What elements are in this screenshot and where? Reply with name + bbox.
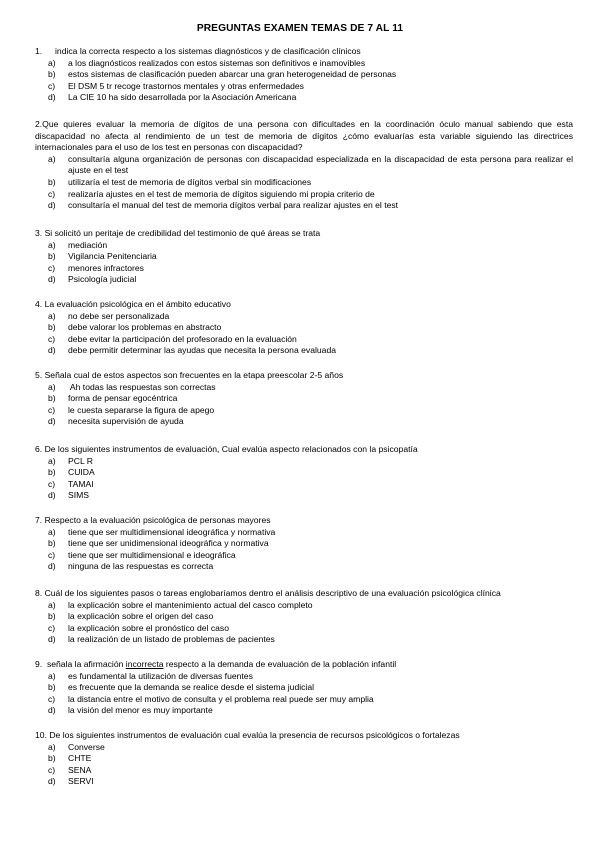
option-letter: b) — [48, 753, 56, 764]
option-letter: b) — [48, 251, 56, 262]
question-5 — [35, 370, 573, 428]
option-b — [35, 322, 573, 334]
option-letter: a) — [48, 57, 56, 68]
options-list — [35, 671, 573, 717]
option-text: es frecuente que la demanda se realice desde el sistema judicial — [68, 682, 315, 693]
option-c — [35, 405, 573, 417]
option-text: tiene que ser multidimensional ideográfica y normativa — [68, 526, 276, 537]
options-list — [35, 58, 573, 104]
option-text: consultaría alguna organización de personas con discapacidad especializada en la discapacidad de esta persona para realizar el ajuste en el test — [68, 153, 573, 176]
question-number: 8. — [35, 588, 43, 598]
option-b — [35, 538, 573, 550]
option-letter: a) — [48, 310, 56, 321]
question-body-start: señala la afirmación — [46, 659, 124, 669]
option-letter: d) — [48, 634, 56, 645]
option-letter: b) — [48, 69, 56, 80]
question-text — [35, 299, 573, 311]
question-4 — [35, 299, 573, 357]
question-text — [35, 515, 573, 527]
option-letter: d) — [48, 92, 56, 103]
options-list — [35, 240, 573, 286]
question-text — [35, 119, 573, 154]
option-a — [35, 600, 573, 612]
question-3 — [35, 228, 573, 286]
option-letter: a) — [48, 741, 56, 752]
option-a — [35, 311, 573, 323]
option-text: Converse — [68, 741, 105, 752]
option-letter: c) — [48, 478, 56, 489]
option-c — [35, 550, 573, 562]
question-body-end: respecto a la demanda de evaluación de la población infantil — [165, 659, 397, 669]
option-c — [35, 694, 573, 706]
option-c — [35, 334, 573, 346]
option-letter: c) — [48, 764, 56, 775]
option-letter: d) — [48, 776, 56, 787]
question-number: 9. — [35, 659, 43, 669]
option-text: utilizaría el test de memoria de dígitos verbal sin modificaciones — [68, 176, 312, 187]
option-b — [35, 393, 573, 405]
question-body: Que quieres evaluar la memoria de dígitos de una persona con dificultades en la coordinación óculo manual sabiendo que esta discapacidad no afecta al rendimiento de un test de memoria de dígitos ¿cómo evaluarías esta variable siguiendo las directrices internacionales para el uso de los test en personas con discapacidad? — [35, 119, 573, 153]
option-text: mediación — [68, 239, 108, 250]
option-d — [35, 634, 573, 646]
option-letter: b) — [48, 611, 56, 622]
question-number: 4. — [35, 299, 43, 309]
option-letter: d) — [48, 561, 56, 572]
question-9 — [35, 659, 573, 717]
option-letter: a) — [48, 153, 56, 164]
question-number: 1. — [35, 46, 43, 56]
option-b — [35, 753, 573, 765]
question-2 — [35, 119, 573, 212]
question-number: 10. — [35, 730, 47, 740]
option-d — [35, 92, 573, 104]
option-c — [35, 623, 573, 635]
option-text: Vigilancia Penitenciaria — [68, 251, 157, 262]
option-text: le cuesta separarse la figura de apego — [68, 404, 215, 415]
option-text: tiene que ser unidimensional ideográfica y normativa — [68, 538, 269, 549]
question-text — [35, 588, 573, 600]
option-letter: b) — [48, 682, 56, 693]
question-text — [35, 730, 573, 742]
option-letter: d) — [48, 274, 56, 285]
option-d — [35, 490, 573, 502]
question-number: 6. — [35, 444, 43, 454]
question-8 — [35, 588, 573, 646]
question-body: Señala cual de estos aspectos son frecuentes en la etapa preescolar 2-5 años — [44, 370, 344, 380]
question-text — [35, 370, 573, 382]
option-letter: c) — [48, 622, 56, 633]
options-list — [35, 527, 573, 573]
option-text: debe evitar la participación del profesorado en la evaluación — [68, 333, 297, 344]
question-number: 7. — [35, 515, 43, 525]
option-text: CUIDA — [68, 467, 95, 478]
option-letter: b) — [48, 467, 56, 478]
option-letter: a) — [48, 670, 56, 681]
question-1 — [35, 46, 573, 104]
option-a — [35, 382, 573, 394]
option-text: la explicación sobre el origen del caso — [68, 611, 214, 622]
question-body: La evaluación psicológica en el ámbito educativo — [44, 299, 231, 309]
option-text: necesita supervisión de ayuda — [68, 416, 184, 427]
option-text: debe valorar los problemas en abstracto — [68, 322, 222, 333]
option-c — [35, 263, 573, 275]
option-text: SIMS — [68, 490, 90, 501]
option-letter: b) — [48, 322, 56, 333]
question-body: indica la correcta respecto a los sistemas diagnósticos y de clasificación clínicos — [55, 46, 361, 56]
question-text — [35, 46, 573, 58]
question-text — [35, 444, 573, 456]
option-text: la visión del menor es muy importante — [68, 705, 213, 716]
option-letter: a) — [48, 455, 56, 466]
option-d — [35, 561, 573, 573]
option-a — [35, 671, 573, 683]
option-letter: c) — [48, 80, 56, 91]
option-a — [35, 154, 573, 177]
option-letter: d) — [48, 705, 56, 716]
page-title: PREGUNTAS EXAMEN TEMAS DE 7 AL 11 — [196, 23, 404, 34]
option-d — [35, 345, 573, 357]
option-text: Psicología judicial — [68, 274, 137, 285]
options-list — [35, 382, 573, 428]
option-letter: d) — [48, 200, 56, 211]
option-letter: c) — [48, 188, 56, 199]
question-text — [35, 659, 573, 671]
option-text: forma de pensar egocéntrica — [68, 393, 178, 404]
option-c — [35, 189, 573, 201]
question-body: Respecto a la evaluación psicológica de personas mayores — [44, 515, 271, 525]
option-text: estos sistemas de clasificación pueden abarcar una gran heterogeneidad de personas — [68, 69, 397, 80]
option-text: CHTE — [68, 753, 92, 764]
option-d — [35, 776, 573, 788]
option-text: tiene que ser multidimensional e ideográfica — [68, 549, 236, 560]
option-letter: a) — [48, 599, 56, 610]
question-text — [35, 228, 573, 240]
question-body: Si solicitó un peritaje de credibilidad del testimonio de qué áreas se trata — [44, 228, 321, 238]
option-b — [35, 467, 573, 479]
option-b — [35, 69, 573, 81]
option-text: a los diagnósticos realizados con estos sistemas son definitivos e inamovibles — [68, 57, 366, 68]
option-letter: d) — [48, 345, 56, 356]
option-text: realizaría ajustes en el test de memoria de dígitos siguiendo mi propia criterio de — [68, 188, 375, 199]
option-text: TAMAI — [68, 478, 94, 489]
option-text: La CIE 10 ha sido desarrollada por la Asociación Americana — [68, 92, 297, 103]
option-text: PCL R — [68, 455, 93, 466]
option-text: no debe ser personalizada — [68, 310, 170, 321]
question-10 — [35, 730, 573, 788]
options-list — [35, 456, 573, 502]
option-c — [35, 765, 573, 777]
question-number: 5. — [35, 370, 43, 380]
options-list — [35, 600, 573, 646]
question-7 — [35, 515, 573, 573]
option-b — [35, 251, 573, 263]
option-b — [35, 177, 573, 189]
option-c — [35, 479, 573, 491]
option-text: la distancia entre el motivo de consulta y el problema real puede ser muy amplia — [68, 693, 374, 704]
option-d — [35, 705, 573, 717]
option-text: es fundamental la utilización de diversas fuentes — [68, 670, 253, 681]
option-text: SENA — [68, 764, 92, 775]
option-b — [35, 611, 573, 623]
option-letter: b) — [48, 538, 56, 549]
option-a — [35, 742, 573, 754]
options-list — [35, 742, 573, 788]
option-b — [35, 682, 573, 694]
option-text: El DSM 5 tr recoge trastornos mentales y otras enfermedades — [68, 80, 304, 91]
option-c — [35, 81, 573, 93]
question-number: 3. — [35, 228, 43, 238]
option-letter: b) — [48, 393, 56, 404]
options-list — [35, 154, 573, 212]
option-d — [35, 416, 573, 428]
option-letter: d) — [48, 416, 56, 427]
underlined-keyword: incorrecta — [125, 659, 164, 669]
option-text: la explicación sobre el mantenimiento actual del casco completo — [68, 599, 313, 610]
option-d — [35, 274, 573, 286]
option-text: Ah todas las respuestas son correctas — [68, 381, 216, 392]
options-list — [35, 311, 573, 357]
question-body: Cuál de los siguientes pasos o tareas englobaríamos dentro el análisis descriptivo de una evaluación psicológica clínica — [44, 588, 501, 598]
option-a — [35, 240, 573, 252]
option-text: menores infractores — [68, 262, 144, 273]
option-letter: c) — [48, 404, 56, 415]
option-text: la explicación sobre el pronóstico del caso — [68, 622, 229, 633]
option-text: debe permitir determinar las ayudas que necesita la persona evaluada — [68, 345, 337, 356]
option-letter: c) — [48, 333, 56, 344]
option-letter: b) — [48, 176, 56, 187]
option-d — [35, 200, 573, 212]
question-body: De los siguientes instrumentos de evaluación cual evalúa la presencia de recursos psicológicos o fortalezas — [49, 730, 460, 740]
question-6 — [35, 444, 573, 502]
option-letter: c) — [48, 549, 56, 560]
option-letter: c) — [48, 262, 56, 273]
option-a — [35, 527, 573, 539]
option-a — [35, 456, 573, 468]
question-number: 2. — [35, 119, 43, 129]
option-text: SERVI — [68, 776, 94, 787]
option-text: la realización de un listado de problemas de pacientes — [68, 634, 275, 645]
option-letter: a) — [48, 239, 56, 250]
option-letter: a) — [48, 381, 56, 392]
option-text: ninguna de las respuestas es correcta — [68, 561, 214, 572]
option-a — [35, 58, 573, 70]
option-letter: a) — [48, 526, 56, 537]
question-body: De los siguientes instrumentos de evaluación, Cual evalúa aspecto relacionados con la psicopatía — [44, 444, 418, 454]
option-letter: c) — [48, 693, 56, 704]
option-text: consultaría el manual del test de memoria dígitos verbal para realizar ajustes en el test — [68, 200, 399, 211]
option-letter: d) — [48, 490, 56, 501]
